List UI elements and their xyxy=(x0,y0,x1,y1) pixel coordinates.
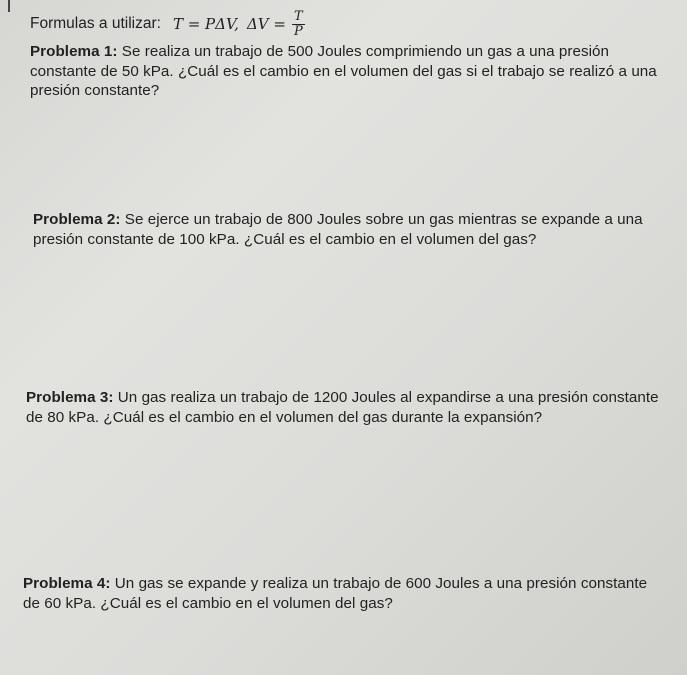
formula-volume-lhs: ΔV = xyxy=(246,15,286,33)
problem-3-title: Problema 3: xyxy=(26,389,114,406)
fraction-numerator: T xyxy=(294,8,303,24)
formula-fraction xyxy=(292,10,305,39)
problem-2-title: Problema 2: xyxy=(33,211,121,228)
problem-1-title: Problema 1: xyxy=(30,43,118,60)
problem-2-text: Se ejerce un trabajo de 800 Joules sobre un gas mientras se expande a una presión constante de 100 kPa. ¿Cuál es el cambio en el volumen del gas? xyxy=(33,211,643,248)
problem-3 xyxy=(26,388,666,427)
formula-label: Formulas a utilizar: xyxy=(30,15,161,32)
formula-equations xyxy=(173,10,305,39)
pen-mark xyxy=(8,0,10,12)
formula-work: T = PΔV, xyxy=(172,15,239,33)
formula-line xyxy=(30,10,305,38)
fraction-denominator: P xyxy=(293,23,303,39)
problem-2 xyxy=(33,210,661,249)
problem-4-text: Un gas se expande y realiza un trabajo de 600 Joules a una presión constante de 60 kPa. ¿Cuál es el cambio en el volumen del gas? xyxy=(23,575,648,612)
problem-1 xyxy=(30,42,662,101)
problem-4 xyxy=(23,574,668,613)
problem-1-text: Se realiza un trabajo de 500 Joules comprimiendo un gas a una presión constante de 50 kPa. ¿Cuál es el cambio en el volumen del gas si el trabajo se realizó a una presión constante? xyxy=(30,43,657,99)
problem-4-title: Problema 4: xyxy=(23,575,111,592)
problem-3-text: Un gas realiza un trabajo de 1200 Joules al expandirse a una presión constante de 80 kPa. ¿Cuál es el cambio en el volumen del gas durante la expansión? xyxy=(26,389,659,426)
